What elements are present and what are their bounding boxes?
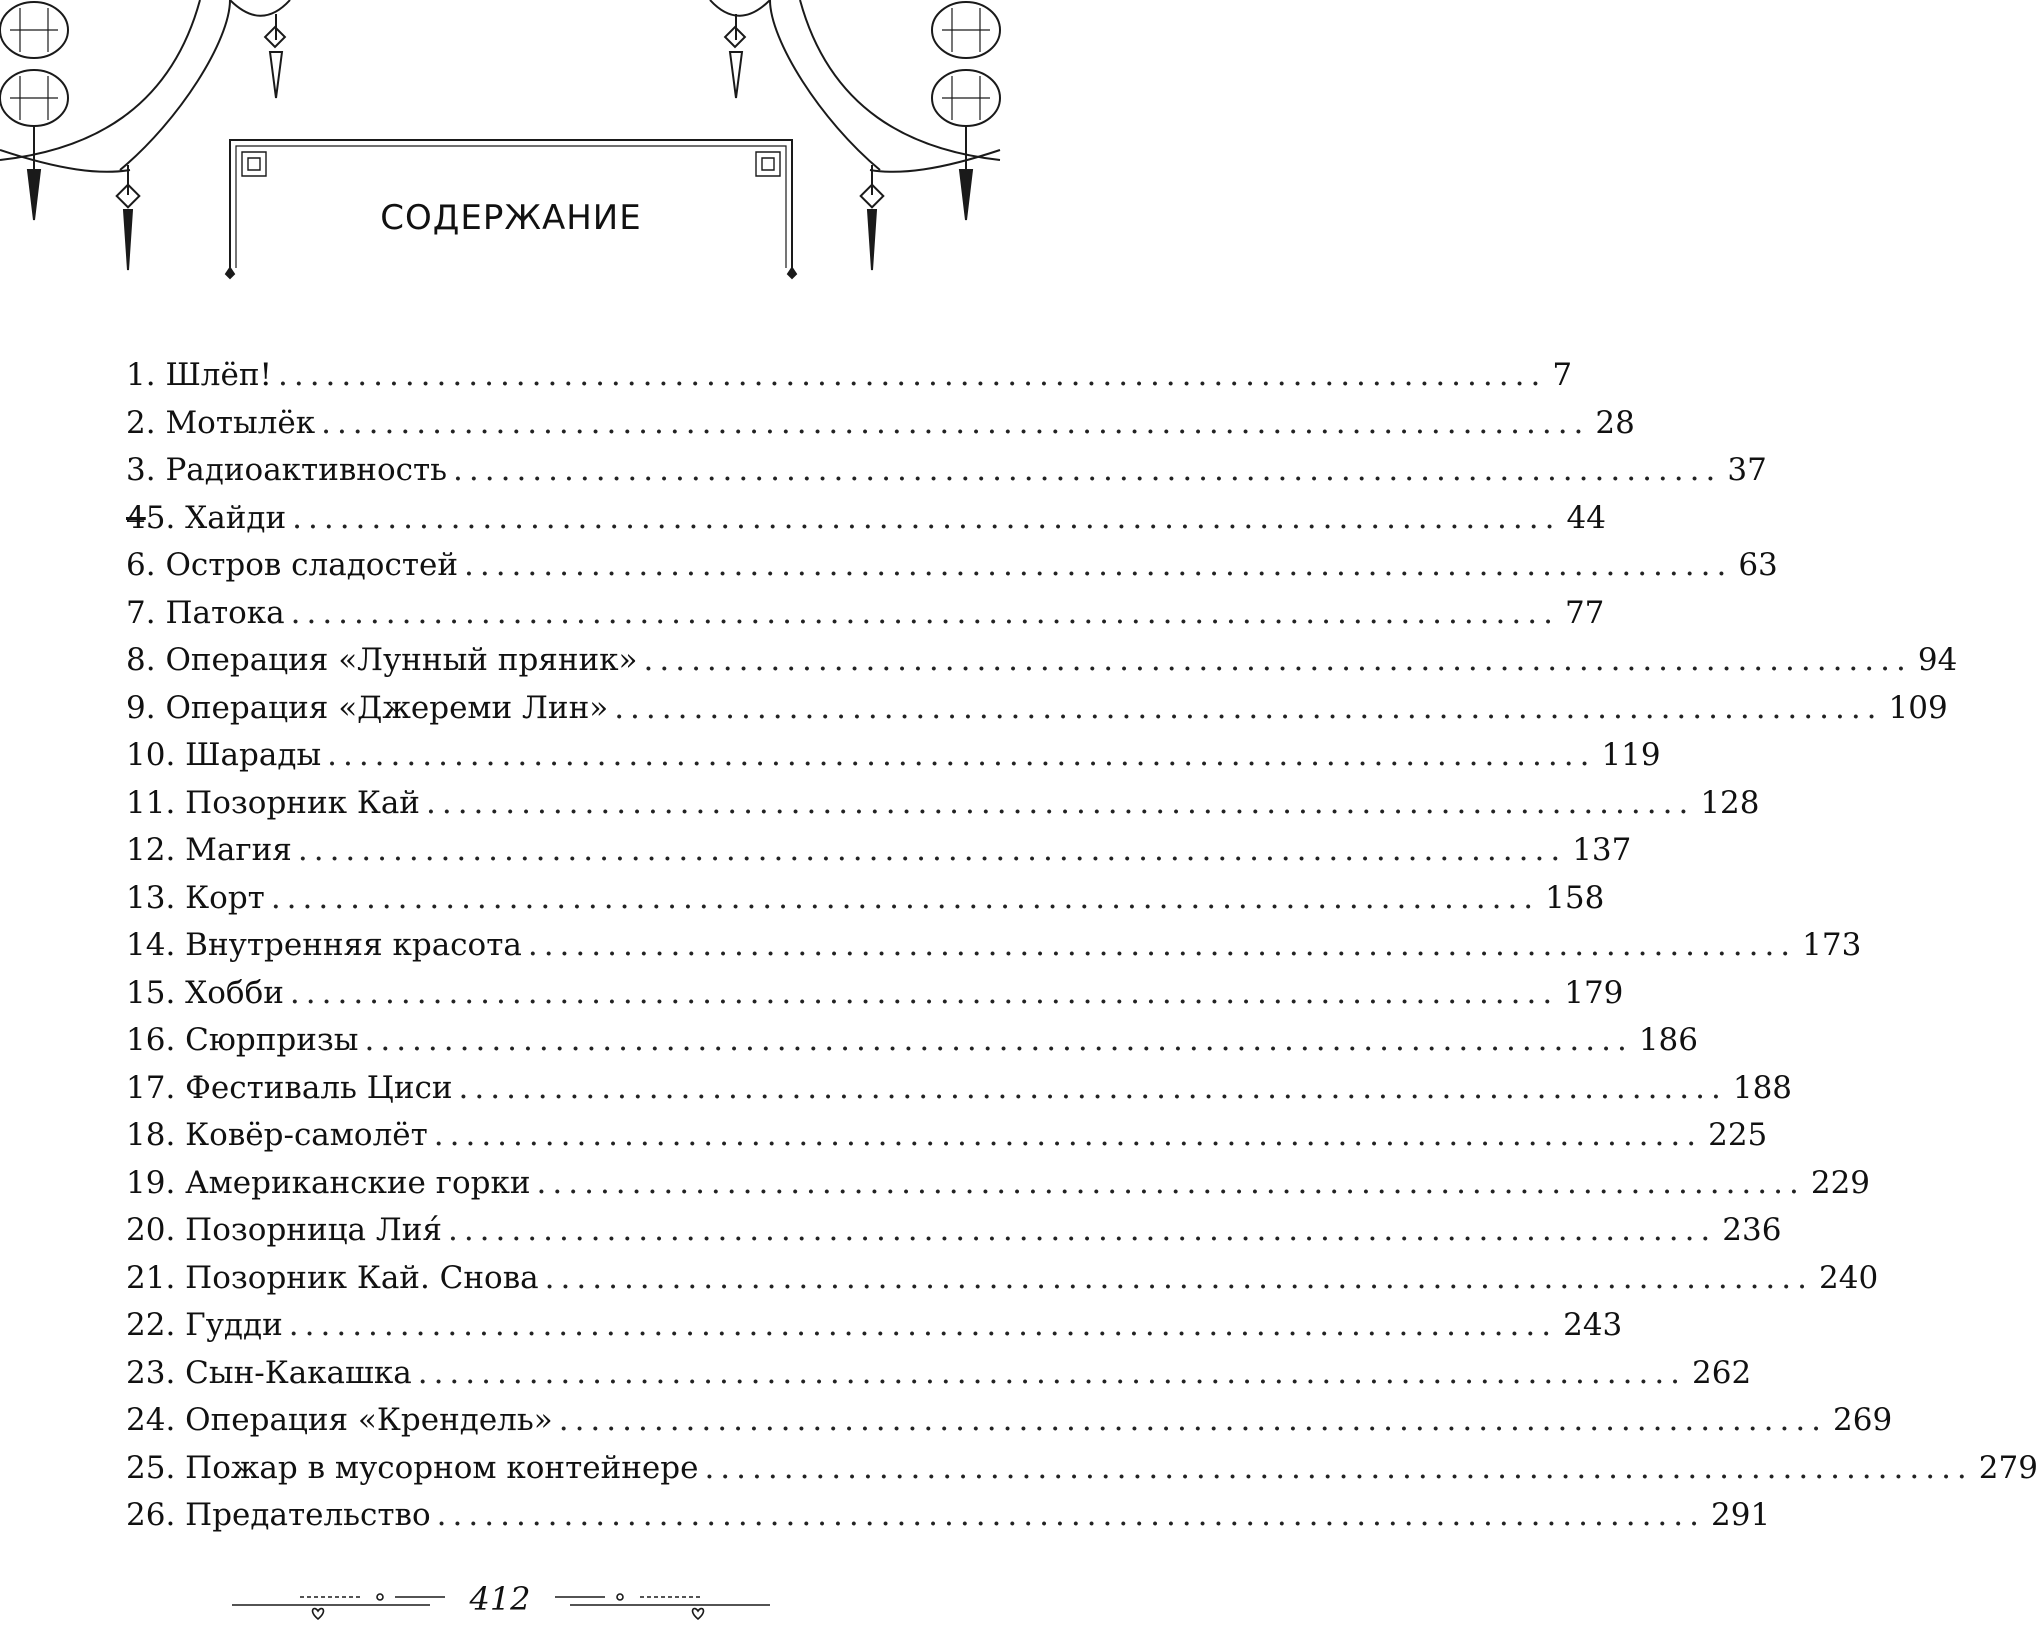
toc-entry-number: 15. [126,974,176,1011]
dot-leader: ................................................................................ [425,784,1695,821]
toc-entry-title [126,1350,412,1398]
toc-entry-title [126,1255,539,1303]
toc-entry [126,1160,1871,1208]
toc-entry-page: 63 [1738,547,1778,583]
toc-entry-number: 6. [126,547,156,583]
toc-entry-number: 23. [126,1354,176,1391]
toc-entry-text: Хобби [185,974,284,1011]
dot-leader: ................................................................................ [436,1497,1705,1533]
toc-entry-title [126,1112,428,1160]
dot-leader: ................................................................................ [433,1117,1703,1153]
toc-entry-number: 9. [126,689,156,726]
toc-entry-number: 21. [126,1259,176,1296]
toc-entry [126,1397,1893,1445]
toc-entry-title [126,495,286,543]
toc-entry-number: 20. [126,1212,176,1248]
toc-entry [126,637,1958,685]
toc-entry-title [126,590,285,638]
toc-entry-text: Хайди [185,499,287,536]
toc-entry-page: 158 [1545,879,1605,916]
toc-entry-text: Фестиваль Циси [185,1069,453,1106]
toc-entry-number: 18. [126,1117,176,1153]
toc-entry-text: Остров сладостей [165,547,458,583]
toc-entry-number: 8. [126,642,156,678]
toc-entry-text: Операция «Лунный пряник» [165,642,638,678]
toc-entry-page: 186 [1638,1022,1698,1058]
dot-leader: ................................................................................ [704,1449,1973,1486]
toc-entry-number: 13. [126,879,176,916]
toc-entry-title [126,1302,283,1350]
toc-entry [126,1017,1698,1065]
toc-entry [126,352,1573,400]
toc-entry [126,970,1624,1018]
toc-entry-text: Американские горки [185,1164,531,1201]
toc-entry-title [126,1397,553,1445]
toc-entry-title [126,400,315,448]
toc-entry-number: 17. [126,1069,176,1106]
toc-entry [126,542,1778,590]
toc-entry [126,827,1632,875]
toc-entry-title [126,447,447,495]
toc-entry [126,1492,1771,1540]
toc-entry-page: 109 [1888,689,1948,726]
toc-entry-page: 262 [1692,1354,1752,1391]
toc-entry-title [126,1445,698,1493]
toc-entry-title [126,1492,431,1540]
toc-entry-page: 173 [1802,927,1862,963]
toc-entry-text: Внутренняя красота [185,927,522,963]
dot-leader: ................................................................................ [289,974,1559,1011]
toc-entry-page: 179 [1564,974,1624,1011]
toc-entry-number: 10. [126,737,176,773]
toc-entry-text: Операция «Крендель» [185,1402,553,1438]
toc-entry-text: Магия [185,832,292,868]
toc-entry-text: Корт [185,879,265,916]
dot-leader: ................................................................................ [614,689,1883,726]
toc-entry-page: 225 [1708,1117,1768,1153]
toc-entry-text: Шлёп! [165,357,272,393]
toc-entry-text: Пожар в мусорном контейнере [185,1449,699,1486]
toc-entry-number: 3. [126,452,156,488]
toc-entry [126,400,1635,448]
toc-entry-text: Операция «Джереми Лин» [165,689,609,726]
toc-entry-number: 14. [126,927,176,963]
dot-leader: ................................................................................ [558,1402,1828,1438]
toc-entry [126,780,1760,828]
toc-entry-page: 243 [1563,1307,1623,1343]
dot-leader: ................................................................................ [277,357,1547,393]
toc-entry [126,875,1605,923]
toc-entry-title [126,685,608,733]
page-title: СОДЕРЖАНИЕ [380,198,642,238]
toc-entry-title [126,1160,531,1208]
page-number: 412 [469,1580,531,1618]
dot-leader: ................................................................................ [453,452,1722,488]
toc-entry-text: Патока [165,594,285,631]
dot-leader: ................................................................................ [447,1212,1717,1248]
toc-entry-page: 137 [1572,832,1632,868]
toc-entry-text: Шарады [185,737,322,773]
toc-entry-title [126,542,458,590]
dot-leader: ................................................................................ [544,1259,1813,1296]
toc-entry-title [126,1207,442,1255]
toc-entry-number: 24. [126,1402,176,1438]
dot-leader: ................................................................................ [364,1022,1633,1058]
dot-leader: ................................................................................ [643,642,1912,678]
toc-entry-page: 7 [1552,357,1573,393]
toc-entry-title [126,637,638,685]
toc-entry-number: 5. [145,499,176,536]
toc-entry-page: 291 [1711,1497,1771,1533]
toc-entry-text: Радиоактивность [165,452,448,488]
toc-entry [126,1302,1623,1350]
dot-leader: ................................................................................ [536,1164,1805,1201]
toc-entry-text: Позорник Кай. Снова [185,1259,539,1296]
dot-leader: ................................................................................ [417,1354,1687,1391]
toc-entry-page: 28 [1595,404,1635,441]
toc-entry-title [126,352,272,400]
toc-entry-text: Сын-Какашка [185,1354,412,1391]
toc-entry-page: 269 [1833,1402,1893,1438]
toc-entry [126,1065,1793,1113]
toc-entry [126,495,1606,543]
dot-leader: ................................................................................ [327,737,1596,773]
toc-entry-page: 119 [1601,737,1661,773]
toc-entry-number: 25. [126,1449,176,1486]
dot-leader: ................................................................................ [458,1069,1727,1106]
dot-leader: ................................................................................ [527,927,1797,963]
toc-entry [126,922,1862,970]
toc-entry-number: 7. [126,594,156,631]
toc-entry [126,685,1948,733]
toc-entry-page: 128 [1700,784,1760,821]
toc-entry-title [126,922,522,970]
toc-entry-title [126,875,265,923]
toc-entry-text: Позорник Кай [185,784,420,821]
toc-entry [126,1207,1782,1255]
toc-entry [126,732,1661,780]
dot-leader: ................................................................................ [297,832,1567,868]
table-of-contents [126,352,2038,1540]
toc-entry-number: 12. [126,832,176,868]
dot-leader: ................................................................................ [321,404,1590,441]
dot-leader: ................................................................................ [464,547,1733,583]
dot-leader: ................................................................................ [270,879,1540,916]
toc-entry-page: 229 [1810,1164,1871,1201]
dot-leader: ................................................................................ [292,499,1561,536]
toc-entry-page: 188 [1732,1069,1793,1106]
toc-entry [126,1255,1879,1303]
toc-entry-page: 44 [1566,499,1606,536]
toc-entry [126,1350,1752,1398]
toc-entry [126,1112,1768,1160]
toc-entry-number: 26. [126,1497,176,1533]
toc-entry-number: 2. [126,404,156,441]
dot-leader: ................................................................................ [288,1307,1558,1343]
toc-entry-title [126,1065,453,1113]
toc-entry [126,447,1767,495]
toc-entry-page: 236 [1722,1212,1782,1248]
toc-entry [126,1445,2038,1493]
toc-entry [126,590,1605,638]
toc-entry-page: 77 [1564,594,1605,631]
dot-leader: ................................................................................ [290,594,1559,631]
toc-entry-text: Сюрпризы [185,1022,359,1058]
toc-entry-text: Мотылёк [165,404,316,441]
toc-entry-number: 22. [126,1307,176,1343]
toc-entry-number: 16. [126,1022,176,1058]
toc-entry-page: 37 [1727,452,1767,488]
toc-entry-title [126,732,321,780]
toc-entry-text: Позорница Лия́ [185,1212,442,1248]
toc-entry-number: 1. [126,357,156,393]
struck-number: 4 [126,499,146,536]
toc-entry-title [126,1017,358,1065]
toc-entry-text: Ковёр-самолёт [185,1117,428,1153]
toc-entry-number: 11. [126,784,176,821]
toc-entry-page: 94 [1917,642,1958,678]
toc-entry-title [126,780,420,828]
toc-entry-text: Предательство [185,1497,431,1533]
toc-entry-text: Гудди [185,1307,283,1343]
toc-entry-page: 240 [1819,1259,1879,1296]
toc-entry-number: 19. [126,1164,176,1201]
toc-entry-title [126,970,284,1018]
toc-entry-page: 279 [1978,1449,2038,1486]
toc-entry-title [126,827,292,875]
